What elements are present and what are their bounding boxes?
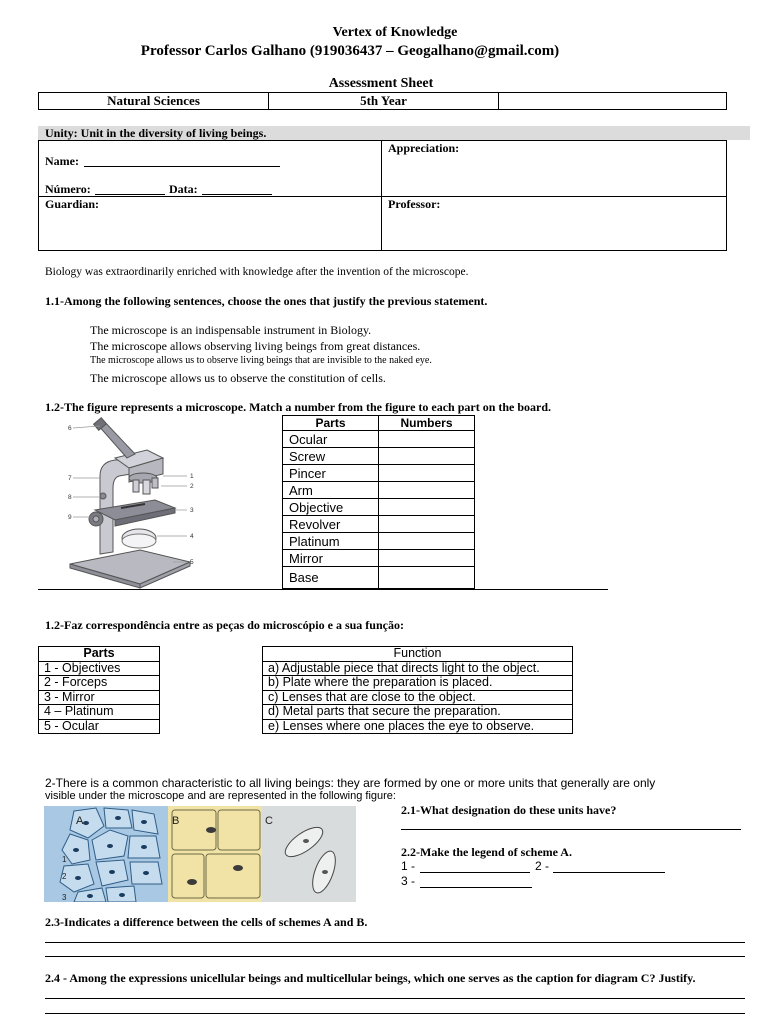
part-name-cell: Ocular [283,431,379,448]
table-row [283,465,475,482]
part-number-input[interactable] [379,465,475,482]
part-name-cell: Platinum [283,533,379,550]
q2-intro-line1: 2-There is a common characteristic to all living beings: they are formed by one or more units that generally are only [45,776,656,790]
q2-4-answer-line-1[interactable] [45,998,745,999]
table-row [283,516,475,533]
part-name-cell: Base [283,567,379,589]
legend-3-label: 3 - [401,874,416,888]
part-number-input[interactable] [379,431,475,448]
box-divider-v [381,140,382,250]
data-field[interactable] [202,194,272,195]
intro-text: Biology was extraordinarily enriched with knowledge after the invention of the microscope. [45,266,469,278]
microscope-drawing [70,418,190,588]
empty-cell [499,93,727,110]
q1-1-option-2[interactable]: The microscope allows observing living beings from great distances. [90,339,421,353]
q2-3-title: 2.3-Indicates a difference between the cells of schemes A and B. [45,915,368,929]
part-number-input[interactable] [379,533,475,550]
part-number-input[interactable] [379,482,475,499]
header-line1: Vertex of Knowledge [332,25,458,40]
part-number-input[interactable] [379,550,475,567]
q1-1-option-1[interactable]: The microscope is an indispensable instrument in Biology. [90,323,372,337]
name-field[interactable] [84,166,280,167]
function-col-header: Function [263,647,573,662]
figure-number-5: 5 [190,559,194,566]
microscope-part-cell[interactable]: 1 - Objectives [39,661,160,676]
figure-label-c: C [265,815,273,827]
q2-4-title: 2.4 - Among the expressions unicellular beings and multicellular beings, which one serves as the caption for diagram C? Justify. [45,971,696,985]
table-row [283,499,475,516]
table-row [283,533,475,550]
microscope-part-cell[interactable]: 4 – Platinum [39,705,160,720]
function-cell[interactable]: d) Metal parts that secure the preparation. [263,705,573,720]
part-number-input[interactable] [379,516,475,533]
microscope-part-cell[interactable]: 2 - Forceps [39,676,160,691]
q1-1-option-4[interactable]: The microscope allows us to observe the constitution of cells. [90,371,386,385]
parts-numbers-table [282,415,475,589]
numbers-header: Numbers [379,416,475,431]
unity-label: Unity: Unit in the diversity of living beings. [45,126,267,140]
cell-number-1: 1 [62,855,67,864]
year-cell: 5th Year [269,93,499,110]
table-row [283,567,475,589]
figure-label-a: A [76,815,84,827]
legend-1-label: 1 - [401,859,416,873]
figure-number-8: 8 [68,494,72,501]
q1-1-option-3[interactable]: The microscope allows us to observe living beings that are invisible to the naked eye. [90,355,432,366]
function-cell[interactable]: e) Lenses where one places the eye to observe. [263,719,573,734]
subject-cell: Natural Sciences [39,93,269,110]
q2-2-title: 2.2-Make the legend of scheme A. [401,845,572,859]
data-label: Data: [169,182,198,196]
table-row [283,431,475,448]
table-row [263,719,573,734]
parts-body [283,431,475,589]
professor-label: Professor: [388,197,441,211]
legend-2-field[interactable] [553,872,665,873]
q1-1-title: 1.1-Among the following sentences, choose the ones that justify the previous statement. [45,294,488,308]
legend-3-field[interactable] [420,887,532,888]
table-row [263,661,573,676]
function-cell[interactable]: b) Plate where the preparation is placed. [263,676,573,691]
parts2-body [39,661,160,734]
q2-3-answer-line-1[interactable] [45,942,745,943]
q1-2a-title: 1.2-The figure represents a microscope. Match a number from the figure to each part on the board. [45,400,552,414]
appreciation-label: Appreciation: [388,141,460,155]
legend-1-field[interactable] [420,872,530,873]
table-row [39,676,160,691]
figure-number-2: 2 [190,483,194,490]
table-row [263,705,573,720]
figure-label-b: B [172,815,180,827]
figure-number-1: 1 [190,473,194,480]
part-name-cell: Pincer [283,465,379,482]
box-divider-h [38,196,726,197]
figure-number-7: 7 [68,475,72,482]
microscope-figure [45,416,210,590]
sheet-title: Assessment Sheet [328,76,434,91]
function-body [263,661,573,734]
part-name-cell: Arm [283,482,379,499]
parts-function-table [38,646,160,734]
figure-number-9: 9 [68,514,72,521]
table-row [283,550,475,567]
table-row [263,690,573,705]
part-name-cell: Revolver [283,516,379,533]
part-name-cell: Screw [283,448,379,465]
part-number-input[interactable] [379,499,475,516]
scheme-c-bg [262,806,356,902]
header-line2: Professor Carlos Galhano (919036437 – Geogalhano@gmail.com) [140,43,560,59]
table-row [39,661,160,676]
cell-number-3: 3 [62,893,67,902]
table-row [283,448,475,465]
figure-number-3: 3 [190,507,194,514]
q1-2b-title: 1.2-Faz correspondência entre as peças do microscópio e a sua função: [45,618,404,632]
name-label: Name: [45,154,79,168]
part-number-input[interactable] [379,448,475,465]
parts-header: Parts [283,416,379,431]
figure-number-4: 4 [190,533,194,540]
numero-field[interactable] [95,194,165,195]
table-row [39,690,160,705]
part-name-cell: Objective [283,499,379,516]
header-table [38,92,727,110]
q2-4-answer-line-2[interactable] [45,1013,745,1014]
microscope-part-cell[interactable]: 5 - Ocular [39,719,160,734]
q2-1-title: 2.1-What designation do these units have? [401,803,617,817]
function-cell[interactable]: a) Adjustable piece that directs light to the object. [263,661,573,676]
legend-2-label: 2 - [535,859,550,873]
microscope-part-cell[interactable]: 3 - Mirror [39,690,160,705]
figure-number-6: 6 [68,425,72,432]
table-row [39,719,160,734]
q2-3-answer-line-2[interactable] [45,956,745,957]
parts-underline [38,589,608,590]
cells-figure [44,806,356,902]
function-table [262,646,573,734]
numero-label: Número: [45,182,91,196]
q2-1-answer-line[interactable] [401,829,741,830]
table-row [39,705,160,720]
part-name-cell: Mirror [283,550,379,567]
parts-col-header: Parts [39,647,160,662]
function-cell[interactable]: c) Lenses that are close to the object. [263,690,573,705]
cell-number-2: 2 [62,872,67,881]
q2-intro-line2: visible under the microscope and are represented in the following figure: [45,790,396,802]
table-row [283,482,475,499]
guardian-label: Guardian: [45,197,100,211]
table-row [263,676,573,691]
part-number-input[interactable] [379,567,475,589]
